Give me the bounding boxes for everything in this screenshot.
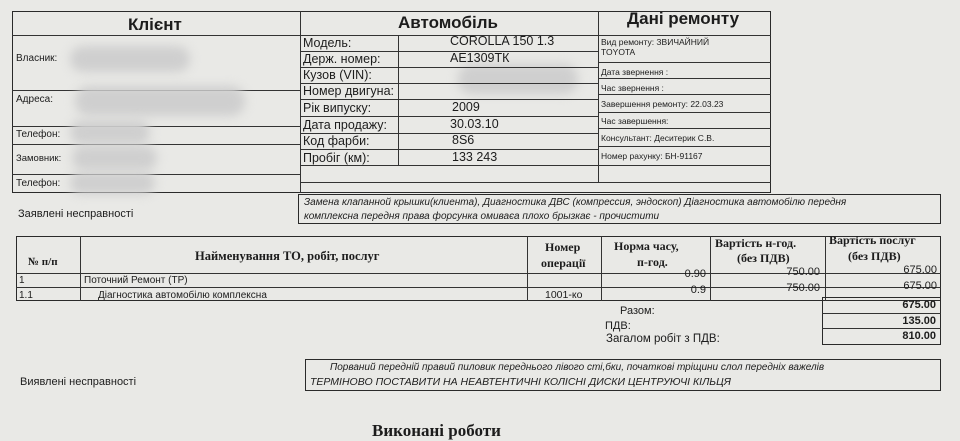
row-num: 1 — [19, 275, 25, 286]
repair-row-line — [598, 128, 771, 129]
vat-label: ПДВ: — [605, 320, 631, 332]
declared-faults-line2: комплексна передня права форсунка омиваєа плохо брызкає - прочистити — [304, 211, 660, 222]
repair-header: Дані ремонту — [627, 9, 740, 28]
car-row-line — [300, 99, 598, 100]
col-header-cost: (без ПДВ) — [848, 249, 901, 263]
car-row-line — [300, 165, 598, 166]
client-row-line — [12, 144, 300, 145]
row-cost: 675.00 — [903, 264, 937, 276]
car-label: Код фарби: — [303, 134, 370, 148]
request-time: Час звернення : — [601, 83, 664, 93]
col-header-name: Найменування ТО, робіт, послуг — [195, 249, 380, 263]
repair-type-brand: TOYOTA — [601, 47, 636, 57]
redaction-blur — [75, 86, 245, 116]
row-rate: 750.00 — [786, 282, 820, 294]
found-faults-line1: Порваний передній правий пиловик переднього лівого сті,бки, початкові тріщини слол передніх важелів — [330, 362, 825, 373]
car-row-line — [300, 182, 771, 183]
table-col-divider — [527, 236, 528, 301]
redaction-blur — [70, 120, 150, 144]
row-norm: 0.90 — [684, 268, 706, 280]
sum-value: 675.00 — [902, 299, 936, 311]
client-header: Клієнт — [128, 15, 182, 34]
table-col-divider — [710, 236, 711, 301]
repair-row-line — [598, 94, 771, 95]
phone-label: Телефон: — [16, 129, 61, 140]
owner-label: Власник: — [16, 53, 58, 64]
redaction-blur — [72, 146, 157, 170]
repair-row-line — [598, 112, 771, 113]
col-header-norm: Норма часу, — [614, 239, 679, 253]
col-header-num: № п/п — [28, 256, 58, 268]
row-num: 1.1 — [19, 290, 33, 301]
found-faults-label: Виявлені несправності — [20, 376, 137, 388]
row-rate: 750.00 — [786, 266, 820, 278]
col-header-op: Номер — [545, 240, 581, 254]
car-label: Держ. номер: — [303, 52, 381, 66]
repair-row-line — [598, 78, 771, 79]
totals-row-line — [822, 328, 941, 329]
car-label: Модель: — [303, 36, 352, 50]
redaction-blur — [70, 172, 155, 194]
col-header-rate: Вартість н-год. — [715, 236, 797, 250]
sum-label: Разом: — [620, 305, 655, 317]
completion-time: Час завершення: — [601, 116, 669, 126]
row-cost: 675.00 — [903, 280, 937, 292]
col-header-cost: Вартість послуг — [829, 233, 916, 247]
client-row-line — [12, 174, 300, 175]
car-value: 8S6 — [452, 133, 475, 147]
totals-row-line — [822, 313, 941, 314]
phone2-label: Телефон: — [16, 178, 61, 189]
vat-value: 135.00 — [902, 315, 936, 327]
repair-row-line — [598, 62, 771, 63]
car-label: Номер двигуна: — [303, 84, 395, 98]
completion-date: Завершення ремонту: 22.03.23 — [601, 99, 724, 109]
customer-label: Замовник: — [16, 153, 62, 164]
car-value: 133 243 — [452, 150, 498, 164]
col-header-rate: (без ПДВ) — [737, 251, 790, 265]
address-label: Адреса: — [16, 94, 53, 105]
declared-faults-line1: Замена клапанной крышки(клиента), Диагностика ДВС (компрессия, эндоскоп) Діагностика автомобілю передня — [304, 197, 847, 208]
request-date: Дата звернення : — [601, 67, 669, 77]
car-value: COROLLA 150 1.3 — [450, 34, 555, 48]
car-label-divider — [398, 35, 399, 165]
car-row-line — [300, 116, 598, 117]
car-value: 2009 — [452, 100, 480, 114]
declared-faults-label: Заявлені несправності — [18, 208, 134, 220]
table-col-divider — [601, 236, 602, 301]
car-repair-divider — [598, 11, 599, 182]
row-op: 1001-ко — [545, 289, 583, 301]
repair-row-line — [598, 146, 771, 147]
client-row-line — [12, 126, 300, 127]
car-label: Пробіг (км): — [303, 151, 370, 165]
car-label: Кузов (VIN): — [303, 68, 372, 82]
car-value: АЕ1309ТК — [450, 51, 510, 65]
car-row-line — [300, 149, 598, 150]
total-label: Загалом робіт з ПДВ: — [606, 333, 720, 345]
total-value: 810.00 — [902, 330, 936, 342]
consultant: Консультант: Деситерик С.В. — [601, 133, 715, 143]
redaction-blur — [70, 46, 190, 72]
redaction-blur — [458, 64, 578, 94]
repair-type: Вид ремонту: ЗВИЧАЙНИЙ — [601, 37, 710, 47]
car-label: Дата продажу: — [303, 118, 388, 132]
completed-works-heading: Виконані роботи — [372, 421, 501, 440]
col-header-norm: п-год. — [637, 255, 668, 269]
car-value: 30.03.10 — [450, 117, 499, 131]
table-col-divider — [825, 236, 826, 301]
row-name: Поточний Ремонт (ТР) — [84, 275, 188, 286]
header-underline — [12, 35, 771, 36]
car-label: Рік випуску: — [303, 101, 372, 115]
car-header: Автомобіль — [398, 13, 498, 32]
row-name: Діагностика автомобілю комплексна — [98, 290, 267, 301]
col-header-op: операції — [541, 256, 586, 270]
found-faults-line2: ТЕРМІНОВО ПОСТАВИТИ НА НЕАВТЕНТИЧНІ КОЛІСНІ ДИСКИ ЦЕНТРУЮЧІ КІЛЬЦЯ — [310, 376, 731, 388]
repair-row-line — [598, 165, 771, 166]
table-col-divider — [80, 236, 81, 301]
row-norm: 0.9 — [690, 284, 706, 296]
invoice-number: Номер рахунку: БН-91167 — [601, 151, 703, 161]
